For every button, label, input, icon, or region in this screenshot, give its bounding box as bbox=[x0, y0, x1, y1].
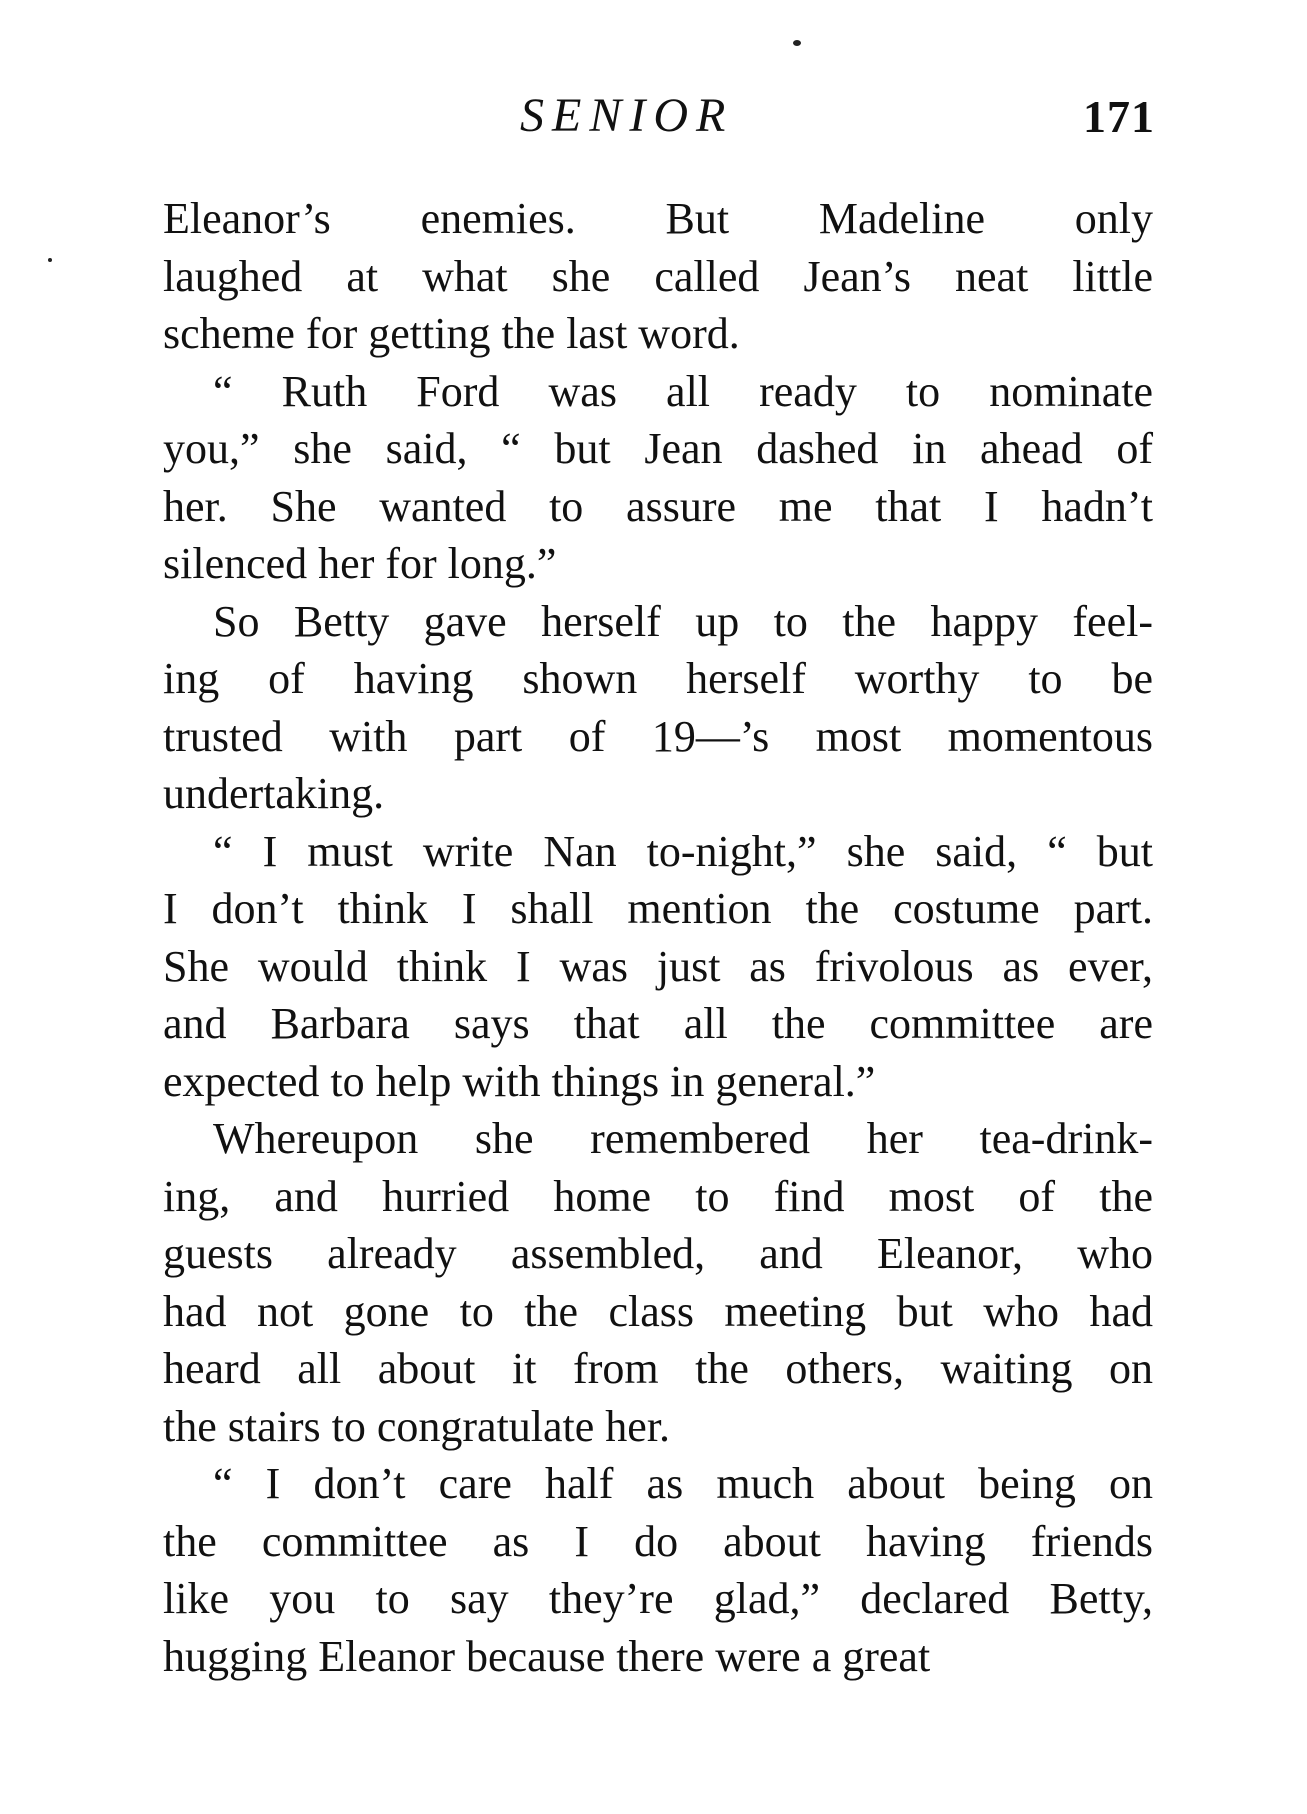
text-line: “ Ruth Ford was all ready to nominate bbox=[213, 366, 1153, 416]
text-line: her. She wanted to assure me that I hadn’t bbox=[163, 481, 1153, 531]
text-line: trusted with part of 19—’s most momentous bbox=[163, 711, 1153, 761]
body-text bbox=[163, 190, 1153, 1685]
text-line: you,” she said, “ but Jean dashed in ahead of bbox=[163, 424, 1153, 473]
text-line: So Betty gave herself up to the happy feel- bbox=[213, 596, 1153, 646]
text-line: Eleanor’s enemies. But Madeline only bbox=[163, 194, 1153, 243]
text-line: and Barbara says that all the committee are bbox=[163, 999, 1153, 1048]
text-line: undertaking. bbox=[163, 769, 385, 818]
text-line: She would think I was just as frivolous as ever, bbox=[163, 941, 1153, 991]
text-line: the committee as I do about having friends bbox=[163, 1516, 1153, 1566]
text-line: silenced her for long.” bbox=[163, 539, 557, 588]
text-line: had not gone to the class meeting but who had bbox=[163, 1286, 1153, 1336]
text-line: laughed at what she called Jean’s neat little bbox=[163, 251, 1153, 301]
running-title: SENIOR bbox=[520, 89, 734, 142]
text-line: hugging Eleanor because there were a great bbox=[163, 1631, 931, 1681]
text-line: I don’t think I shall mention the costume part. bbox=[163, 884, 1153, 933]
text-line: like you to say they’re glad,” declared Betty, bbox=[163, 1574, 1153, 1623]
paragraph bbox=[163, 823, 1153, 1111]
text-line: guests already assembled, and Eleanor, who bbox=[163, 1229, 1153, 1278]
paragraph bbox=[163, 1110, 1153, 1455]
ink-speck bbox=[48, 258, 52, 262]
text-line: ing, and hurried home to find most of the bbox=[163, 1171, 1153, 1221]
text-line: heard all about it from the others, waiting on bbox=[163, 1344, 1153, 1393]
text-line: scheme for getting the last word. bbox=[163, 309, 740, 358]
text-line: ing of having shown herself worthy to be bbox=[163, 654, 1153, 703]
text-line: expected to help with things in general.” bbox=[163, 1056, 876, 1106]
page-number: 171 bbox=[1083, 91, 1155, 142]
text-line: Whereupon she remembered her tea-drink- bbox=[213, 1114, 1153, 1163]
paragraph bbox=[163, 1455, 1153, 1685]
text-line: “ I don’t care half as much about being on bbox=[213, 1459, 1153, 1508]
paragraph bbox=[163, 190, 1153, 363]
text-line: the stairs to congratulate her. bbox=[163, 1401, 671, 1451]
paragraph bbox=[163, 593, 1153, 823]
text-line: “ I must write Nan to-night,” she said, “ but bbox=[213, 826, 1153, 876]
paragraph bbox=[163, 363, 1153, 593]
ink-speck bbox=[793, 40, 801, 46]
running-head bbox=[165, 88, 1155, 148]
